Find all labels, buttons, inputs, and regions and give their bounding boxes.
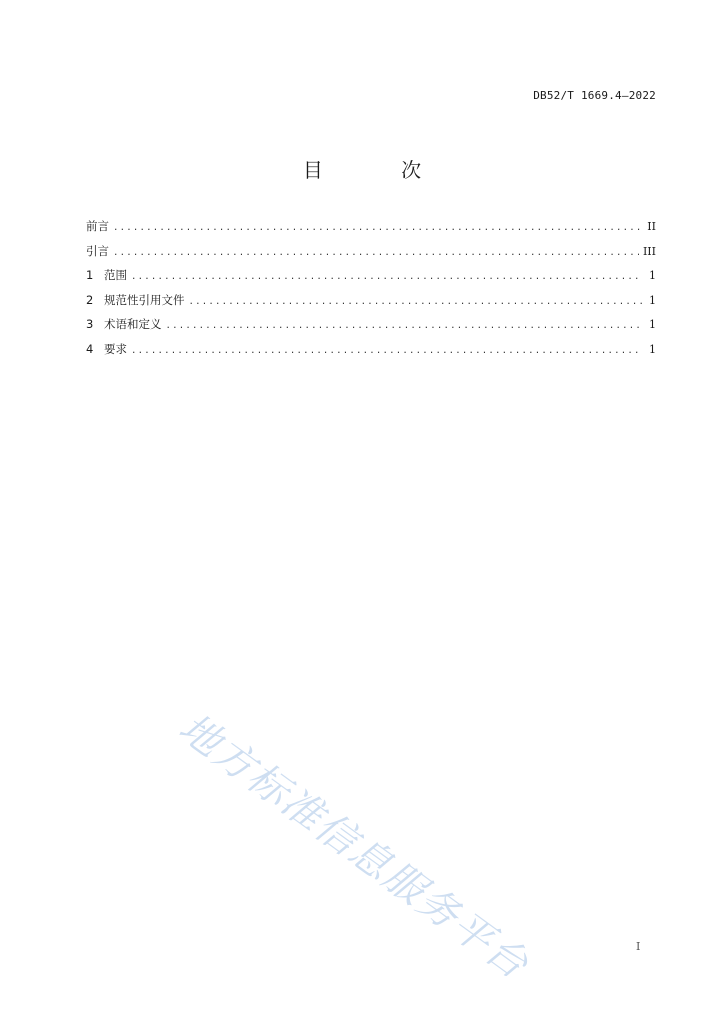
toc-entry-normative-references[interactable] [86, 292, 656, 317]
toc-entry-page: 1 [649, 318, 656, 331]
toc-entry-introduction[interactable] [86, 243, 656, 268]
toc-entry-label: 前言 [86, 219, 109, 233]
toc-entry-label: 要求 [104, 341, 127, 356]
toc-entry-number: 1 [86, 268, 94, 282]
toc-entry-label: 引言 [86, 243, 109, 258]
toc-leader-dots [131, 273, 642, 282]
toc-entry-foreword[interactable] [86, 218, 656, 243]
toc-entry-page: 1 [649, 342, 656, 356]
toc-leader-dots [113, 249, 639, 258]
toc-leader-dots [189, 298, 643, 307]
toc-entry-number: 4 [86, 341, 94, 356]
toc-title: 目 次 [302, 158, 458, 182]
toc-entry-requirements[interactable] [86, 341, 656, 366]
toc-entry-page: 1 [649, 293, 656, 307]
toc-entry-page: II [647, 220, 656, 233]
watermark: 地方标准信息服务平台 [170, 704, 538, 989]
toc-entry-label: 术语和定义 [104, 317, 162, 331]
table-of-contents [86, 218, 656, 365]
toc-entry-terms-definitions[interactable] [86, 316, 656, 341]
toc-entry-page: III [642, 244, 656, 258]
toc-entry-page: 1 [649, 269, 656, 282]
toc-leader-dots [131, 347, 642, 356]
toc-entry-number: 2 [86, 292, 94, 307]
toc-leader-dots [113, 224, 642, 233]
page-number: I [636, 940, 641, 953]
toc-entry-scope[interactable] [86, 267, 656, 292]
toc-entry-label: 范围 [104, 268, 127, 282]
document-code: DB52/T 1669.4—2022 [533, 89, 656, 102]
toc-leader-dots [166, 322, 643, 331]
toc-entry-label: 规范性引用文件 [104, 292, 185, 307]
toc-entry-number: 3 [86, 317, 94, 331]
